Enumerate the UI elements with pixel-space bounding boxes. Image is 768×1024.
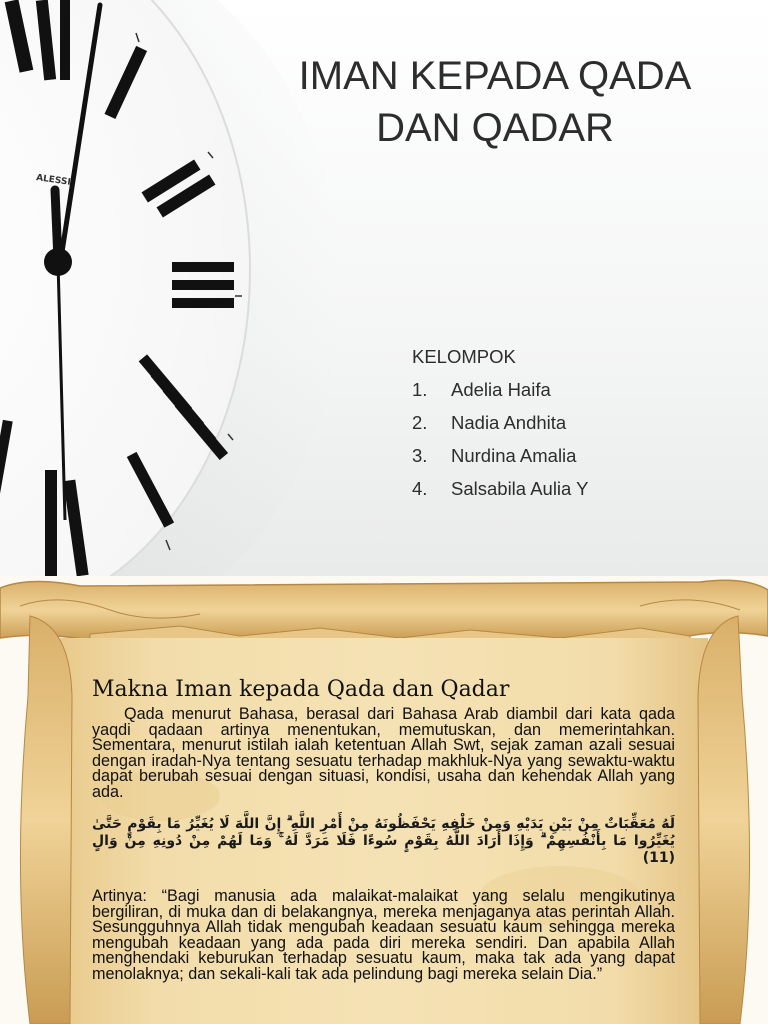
list-item bbox=[412, 373, 588, 406]
group-label: KELOMPOK bbox=[412, 346, 516, 367]
slide-content bbox=[92, 676, 675, 982]
list-item bbox=[412, 406, 588, 439]
definition-paragraph: Qada menurut Bahasa, berasal dari Bahasa Arab diambil dari kata qada yaqdi qadaan artinya menentukan, memutuskan, dan memerintahkan. Sementara, menurut istilah ialah ketentuan Allah Swt, sejak zaman azali sesuai dengan iradah-Nya tentang sesuatu terhadap makhluk-Nya yang sewaktu-waktu dapat berubah sesuai dengan situasi, kondisi, usaha dan kehendak Allah yang ada. bbox=[92, 705, 675, 801]
content-slide bbox=[0, 576, 768, 1024]
member-name: Salsabila Aulia Y bbox=[451, 478, 589, 499]
member-number: 2. bbox=[412, 412, 428, 433]
list-item bbox=[412, 439, 588, 472]
member-number: 3. bbox=[412, 445, 428, 466]
quran-verse: لَهُ مُعَقِّبَاتٌ مِنْ بَيْنِ يَدَيْهِ وَمِنْ خَلْفِهِ يَحْفَظُونَهُ مِنْ أَمْرِ اللَّهِ ۗ إِنَّ اللَّهَ لَا يُغَيِّرُ مَا بِقَوْمٍ حَتَّىٰ يُغَيِّرُوا مَا بِأَنْفُسِهِمْ ۗ وَإِذَا أَرَادَ اللَّهُ بِقَوْمٍ سُوءًا فَلَا مَرَدَّ لَهُ ۚ وَمَا لَهُمْ مِنْ دُونِهِ مِنْ وَالٍ (11) bbox=[92, 816, 675, 866]
member-number: 1. bbox=[412, 379, 428, 400]
section-heading: Makna Iman kepada Qada dan Qadar bbox=[92, 677, 510, 702]
verse-translation: Artinya: “Bagi manusia ada malaikat-malaikat yang selalu mengikutinya bergiliran, di muka dan di belakangnya, mereka menjaganya atas perintah Allah. Sesungguhnya Allah tidak mengubah keadaan sesuatu kaum sehingga mereka mengubah keadaan yang ada pada diri mereka sendiri. Dan apabila Allah menghendaki keburukan terhadap sesuatu kaum, maka tak ada yang dapat menolaknya; dan sekali-kali tak ada pelindung bagi mereka selain Dia.” bbox=[92, 887, 675, 983]
list-item bbox=[412, 472, 588, 505]
member-name: Nadia Andhita bbox=[451, 412, 567, 433]
slide-title: IMAN KEPADA QADA DAN QADAR bbox=[298, 54, 692, 150]
clock-brand: ALESSI bbox=[35, 173, 72, 188]
member-name: Nurdina Amalia bbox=[451, 445, 577, 466]
group-members bbox=[412, 340, 588, 505]
member-name: Adelia Haifa bbox=[451, 379, 551, 400]
member-number: 4. bbox=[412, 478, 428, 499]
